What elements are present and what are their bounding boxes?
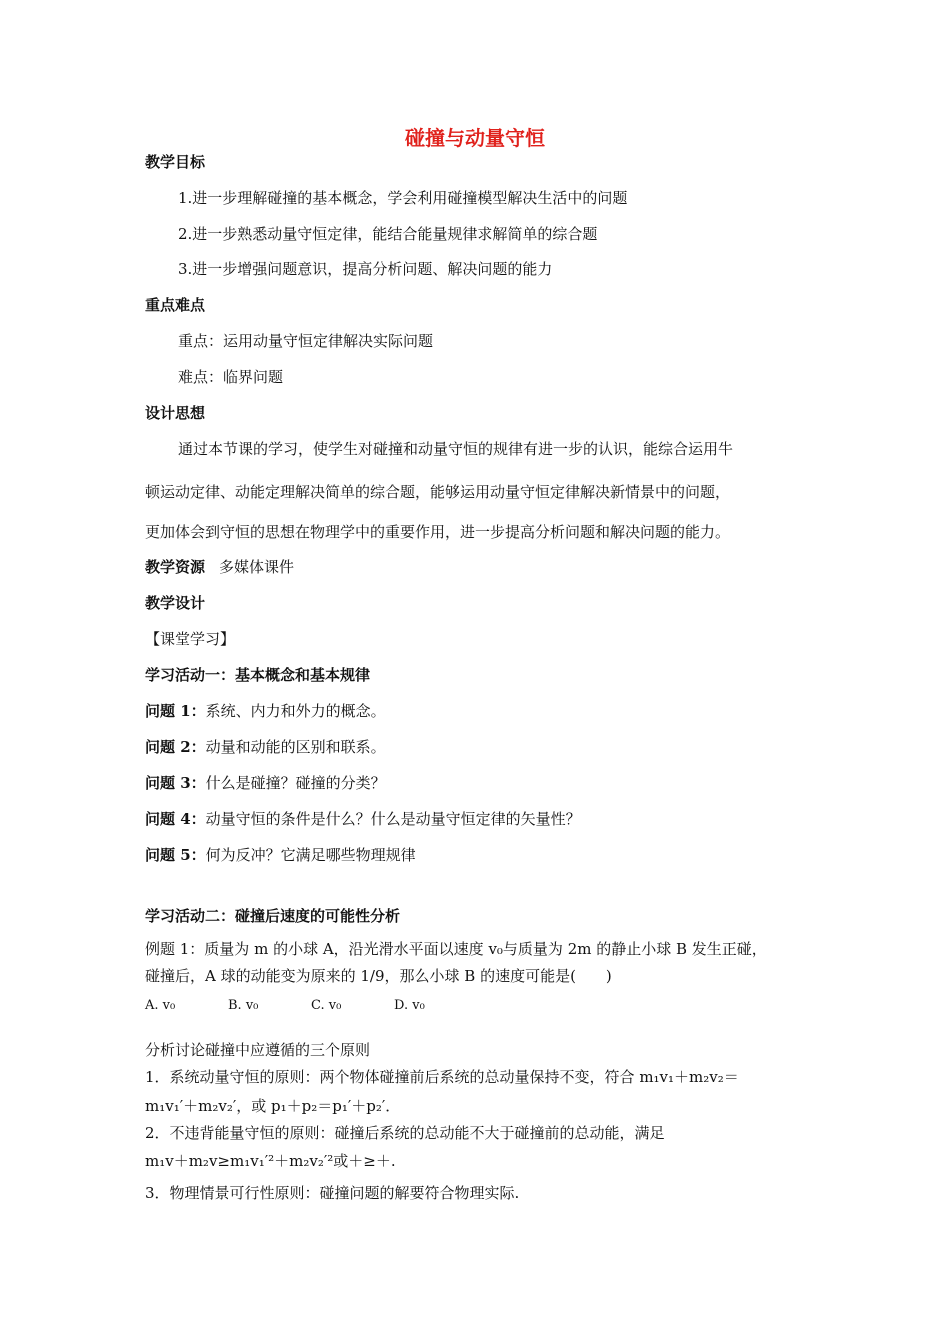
principle-line: 2．不违背能量守恒的原则：碰撞后系统的总动能不大于碰撞前的总动能，满足 <box>145 1124 665 1142</box>
question-text: 动量和动能的区别和联系。 <box>205 738 386 756</box>
question-label: 问题 4： <box>145 810 206 828</box>
classroom-label: 【课堂学习】 <box>145 630 236 648</box>
principle-line: m₁v₁′＋m₂v₂′，或 p₁＋p₂＝p₁′＋p₂′． <box>145 1097 401 1115</box>
teaching-design-heading: 教学设计 <box>145 594 206 612</box>
question-label: 问题 1： <box>145 702 206 720</box>
goal-item: 3.进一步增强问题意识，提高分析问题、解决问题的能力 <box>178 260 553 278</box>
activity2-heading: 学习活动二：碰撞后速度的可能性分析 <box>145 907 401 925</box>
goals-heading: 教学目标 <box>145 153 206 171</box>
question-label: 问题 2： <box>145 738 206 756</box>
example-line: 例题 1：质量为 m 的小球 A，沿光滑水平面以速度 v₀与质量为 2m 的静止小球 B 发生正碰， <box>145 940 767 958</box>
question-label: 问题 5： <box>145 846 206 864</box>
option-b: B. v₀ <box>228 998 259 1013</box>
resources-heading: 教学资源 <box>145 558 206 576</box>
design-paragraph-line: 顿运动定律、动能定理解决简单的综合题，能够运用动量守恒定律解决新情景中的问题， <box>145 483 731 501</box>
page-title: 碰撞与动量守恒 <box>405 126 545 150</box>
resources-value: 多媒体课件 <box>219 558 295 576</box>
example-line: 碰撞后，A 球的动能变为原来的 1/9，那么小球 B 的速度可能是( ) <box>145 967 612 985</box>
question-text: 动量守恒的条件是什么？什么是动量守恒定律的矢量性？ <box>205 810 581 828</box>
key-point: 重点：运用动量守恒定律解决实际问题 <box>178 332 434 350</box>
question-text: 系统、内力和外力的概念。 <box>205 702 386 720</box>
design-paragraph-line: 通过本节课的学习，使学生对碰撞和动量守恒的规律有进一步的认识，能综合运用牛 <box>178 440 734 458</box>
option-c: C. v₀ <box>311 998 342 1013</box>
design-heading: 设计思想 <box>145 404 206 422</box>
principle-line: m₁v＋m₂v≥m₁v₁′²＋m₂v₂′²或＋≥＋. <box>145 1152 396 1170</box>
principles-intro: 分析讨论碰撞中应遵循的三个原则 <box>145 1041 371 1059</box>
option-a: A. v₀ <box>145 998 176 1013</box>
question-item <box>145 809 581 829</box>
resources-row <box>145 557 294 577</box>
question-text: 何为反冲？它满足哪些物理规律 <box>205 846 416 864</box>
difficult-point: 难点：临界问题 <box>178 368 284 386</box>
question-item <box>145 773 386 793</box>
goal-item: 2.进一步熟悉动量守恒定律，能结合能量规律求解简单的综合题 <box>178 225 598 243</box>
question-item <box>145 737 386 757</box>
design-paragraph-line: 更加体会到守恒的思想在物理学中的重要作用，进一步提高分析问题和解决问题的能力。 <box>145 523 731 541</box>
principle-line: 1．系统动量守恒的原则：两个物体碰撞前后系统的总动量保持不变，符合 m₁v₁＋m₂v₂＝ <box>145 1068 739 1086</box>
principle-line: 3．物理情景可行性原则：碰撞问题的解要符合物理实际. <box>145 1184 520 1202</box>
question-label: 问题 3： <box>145 774 206 792</box>
key-points-heading: 重点难点 <box>145 296 206 314</box>
answer-options <box>145 994 477 1016</box>
activity1-heading: 学习活动一：基本概念和基本规律 <box>145 666 371 684</box>
option-d: D. v₀ <box>394 998 425 1013</box>
question-item <box>145 701 386 721</box>
goal-item: 1.进一步理解碰撞的基本概念，学会利用碰撞模型解决生活中的问题 <box>178 189 628 207</box>
question-item <box>145 845 416 865</box>
question-text: 什么是碰撞？碰撞的分类？ <box>205 774 386 792</box>
